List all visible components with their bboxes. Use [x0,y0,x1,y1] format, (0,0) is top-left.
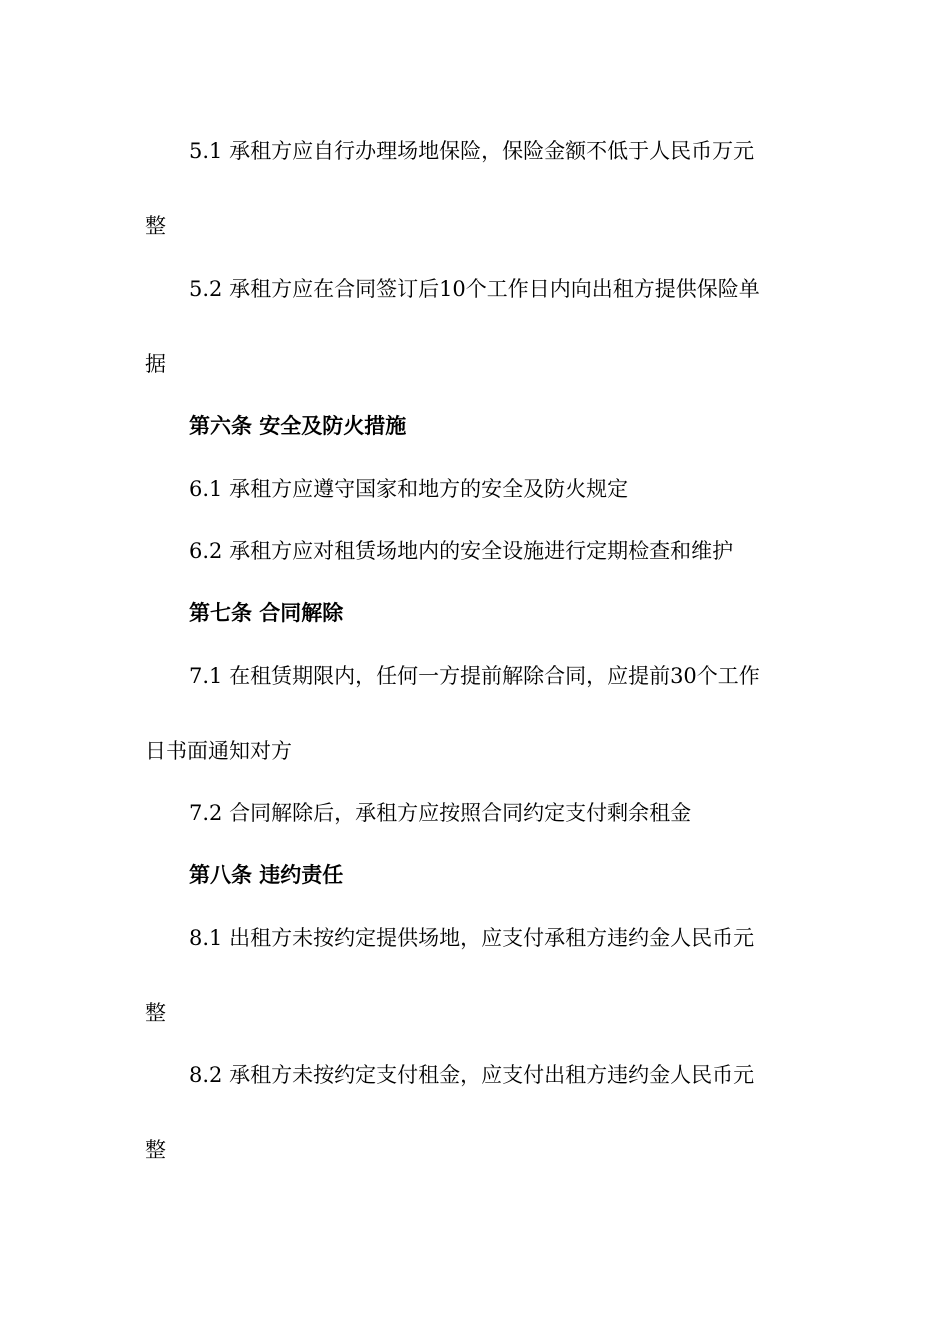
clause-6-1-text: 6.1 承租方应遵守国家和地方的安全及防火规定 [189,477,629,501]
article-7-heading: 第七条 合同解除 [189,601,344,625]
clause-8-2-text: 8.2 承租方未按约定支付租金，应支付出租方违约金人民币元 [189,1063,755,1087]
article-6-heading: 第六条 安全及防火措施 [189,414,407,438]
clause-5-2-continuation: 据 [145,352,166,376]
clause-5-1-text: 5.1 承租方应自行办理场地保险，保险金额不低于人民币万元 [189,139,755,163]
clause-8-1-text: 8.1 出租方未按约定提供场地，应支付承租方违约金人民币元 [189,926,755,950]
clause-7-2-text: 7.2 合同解除后，承租方应按照合同约定支付剩余租金 [189,801,692,825]
clause-7-1-text: 7.1 在租赁期限内，任何一方提前解除合同，应提前30个工作 [189,664,760,688]
clause-5-2-text: 5.2 承租方应在合同签订后10个工作日内向出租方提供保险单 [189,277,760,301]
clause-7-1-continuation: 日书面通知对方 [145,739,292,763]
article-8-heading: 第八条 违约责任 [189,863,344,887]
clause-6-2-text: 6.2 承租方应对租赁场地内的安全设施进行定期检查和维护 [189,539,734,563]
clause-5-1-continuation: 整 [145,214,166,238]
clause-8-2-continuation: 整 [145,1138,166,1162]
clause-8-1-continuation: 整 [145,1001,166,1025]
